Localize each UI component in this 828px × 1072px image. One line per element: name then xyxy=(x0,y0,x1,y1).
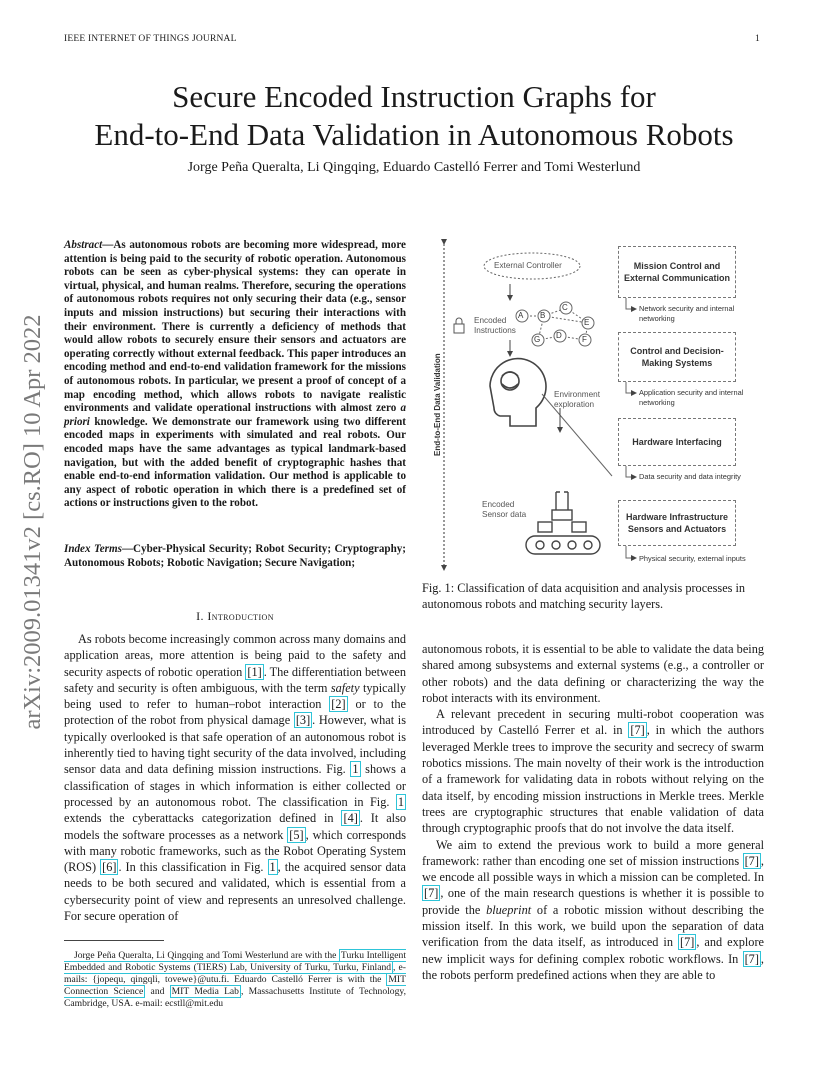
node-label: E xyxy=(584,318,590,327)
citation-link[interactable]: [3] xyxy=(295,713,311,728)
node-label: G xyxy=(534,335,541,344)
section-heading xyxy=(64,609,406,624)
affiliation-link[interactable]: Turku Intelligent Embedded and Robotic Systems (TIERS) Lab, University of Turku, Turku, Finland xyxy=(64,950,406,973)
paragraph: autonomous robots, it is essential to be able to validate the data being shared among subsystems and external systems (e.g., a controller or other robots) and the data defining or characterizing the way the robot interacts with its environment. xyxy=(422,642,764,705)
citation-link[interactable]: [6] xyxy=(102,860,117,875)
figure-caption: Fig. 1: Classification of data acquisition and analysis processes in autonomous robots and matching security layers. xyxy=(422,581,746,612)
citation-link[interactable]: [7] xyxy=(679,935,695,950)
external-controller-label: External Controller xyxy=(494,261,562,270)
author-footnote: Jorge Peña Queralta, Li Qingqing and Tomi Westerlund are with the Turku Intelligent Embedded and Robotic Systems (TIERS) Lab, University of Turku, Turku, Finland , e-mails: {jopequ, qingqli, tovewe}@utu.fi. Eduardo Castelló Ferrer is with the MIT Connection Science and MIT Media Lab , Massachusetts Institute of Technology, Cambridge, USA. e-mail: ecstll@mit.edu xyxy=(64,950,406,1009)
robot-head-icon xyxy=(490,359,546,426)
citation-link[interactable]: [1] xyxy=(247,664,262,679)
arxiv-stamp xyxy=(20,284,46,760)
node-label: D xyxy=(556,331,562,340)
intro-paragraph-left: As robots become increasingly common across many domains and application areas, more attention is being paid to the safety and security aspects of robotic operation [1] . The differentiation between safety and security is often ambiguous, with the term safety typically being used to refer to human–robot interaction [2] or to the protection of the robot from physical damage [3] . However, what is typically overlooked is that safe operation of an autonomous robot is inherently tied to having tight security of the data involved, including sensor data and data defining mission instructions. Fig. 1 shows a classification of stages in which information is either collected or processed by an autonomous robot. The classification in Fig. 1 extends the cyberattacks categorization defined in [4] . It also models the software processes as a network [5] , which corresponds with many robotic frameworks, such as the Robot Operating System (ROS) [6] . In this classification in Fig. 1 , the acquired sensor data needs to be both secured and validated, which is essential from a cybersecurity point of view and represents an unresolved challenge. For secure operation of xyxy=(64,632,407,924)
footnote-rule xyxy=(64,940,164,941)
node-label: A xyxy=(518,311,524,320)
figure-link[interactable]: 1 xyxy=(352,762,359,777)
security-label: Application security and internal networking xyxy=(639,388,744,407)
arxiv-id: arXiv:2009.01341v2 [cs.RO] 10 Apr 2022 xyxy=(19,314,46,730)
mission-control-box: Mission Control and External Communication xyxy=(618,246,736,298)
index-terms-text: —Cyber-Physical Security; Robot Security; Cryptography; Autonomous Robots; Robotic Navigation; Secure Navigation; xyxy=(64,543,406,569)
encoded-sensor-data-label: Encoded Sensor data xyxy=(482,500,527,520)
figure-link[interactable]: 1 xyxy=(269,860,276,875)
paragraph: A relevant precedent in securing multi-robot cooperation was introduced by Castelló Ferrer et al. in [7] , in which the authors leveraged Merkle trees to improve the security and secrecy of swarm robotics missions. The main novelty of their work is the introduction of a framework for validating data in robots without relying on the data itself, by encoding mission instructions in Merkle trees. Merkle trees are cryptographic structures that enable validation of data through cryptographic proofs that do not involve the data itself. xyxy=(422,707,764,836)
figure-1 xyxy=(430,236,768,576)
index-terms xyxy=(64,543,406,570)
citation-link[interactable]: [2] xyxy=(331,697,346,712)
citation-link[interactable]: [5] xyxy=(289,827,304,842)
instruction-graph-icon xyxy=(516,302,594,346)
robot-arm-icon xyxy=(526,492,600,554)
title-line-1: Secure Encoded Instruction Graphs for xyxy=(172,79,656,114)
author-list: Jorge Peña Queralta, Li Qingqing, Eduardo Castelló Ferrer and Tomi Westerlund xyxy=(187,160,641,175)
node-label: F xyxy=(582,335,587,344)
citation-link[interactable]: [7] xyxy=(744,951,759,966)
hardware-interfacing-box: Hardware Interfacing xyxy=(618,418,736,466)
citation-link[interactable]: [7] xyxy=(630,723,645,738)
hardware-infrastructure-box: Hardware Infrastructure Sensors and Actuators xyxy=(618,500,736,546)
control-decision-box: Control and Decision-Making Systems xyxy=(618,332,736,382)
section-number: I. xyxy=(196,609,204,623)
running-header xyxy=(64,34,760,44)
abstract-text-a: —As autonomous robots are becoming more widespread, more attention is being paid to the security of robotic operation. Autonomous robots can be seen as cyber-physical systems: they can operate in virtual, physical, and human realms. Therefore, securing the operations of autonomous robots requires not only securing their data (e.g., sensor inputs and mission instructions) but securing their interactions with their environment. There is currently a deficiency of methods that would allow robots to securely ensure their sensors and actuators are operating correctly without external feedback. This paper introduces an encoding method and end-to-end validation framework for the missions of autonomous robots. In particular, we present a proof of concept of a map encoding method, which allows robots to navigate realistic environments and validate operational instructions with almost zero xyxy=(64,239,406,415)
citation-link[interactable]: [7] xyxy=(424,886,439,901)
encoded-instructions-label: Encoded Instructions xyxy=(474,316,516,336)
security-label: Physical security, external inputs xyxy=(639,554,746,563)
title-line-2: End-to-End Data Validation in Autonomous Robots xyxy=(94,117,734,152)
abstract xyxy=(64,239,406,511)
axis-label: End-to-End Data Validation xyxy=(433,353,442,456)
abstract-italic: a priori xyxy=(64,402,406,428)
affiliation-link[interactable]: MIT Media Lab xyxy=(171,985,239,997)
node-label: B xyxy=(540,311,546,320)
index-terms-label: Index Terms xyxy=(64,543,122,555)
abstract-label: Abstract xyxy=(64,239,103,251)
affiliation-link[interactable]: MIT Connection Science xyxy=(64,973,406,997)
journal-name: IEEE INTERNET OF THINGS JOURNAL xyxy=(64,34,237,44)
abstract-text-b: knowledge. We demonstrate our framework using two different encoded maps in experiments with simulated and real robots. Our encoded maps have the same advantages as typical landmark-based navigation, but with the added benefit of cryptographic hashes that enable end-to-end information validation. Our method is applicable to any aspect of robotic operation in which there is a predefined set of actions or instructions given to the robot. xyxy=(64,415,406,510)
paragraph: We aim to extend the previous work to build a more general framework: rather than encoding one set of mission instructions [7] , we encode all possible ways in which a mission can be completed. In [7] , one of the main research questions is whether it is possible to provide the blueprint of a robotic mission without describing the mission itself. In this work, we build upon the separation of data verification from the data itself, as introduced in [7] , and explore new implicit ways for defining complex robotic workflows. In [7] , the robots perform predefined actions when they are able to xyxy=(422,837,764,982)
paper-title xyxy=(40,78,788,154)
figure-link[interactable]: 1 xyxy=(397,794,404,809)
intro-paragraphs-right xyxy=(422,641,764,983)
citation-link[interactable]: [4] xyxy=(343,811,358,826)
section-title: Introduction xyxy=(207,609,274,623)
environment-exploration-label: Environment exploration xyxy=(554,390,600,410)
node-label: C xyxy=(562,303,568,312)
security-label: Data security and data integrity xyxy=(639,472,741,481)
citation-link[interactable]: [7] xyxy=(744,853,759,868)
security-label: Network security and internal networking xyxy=(639,304,735,323)
lock-icon xyxy=(454,318,464,333)
page-number: 1 xyxy=(755,34,760,44)
